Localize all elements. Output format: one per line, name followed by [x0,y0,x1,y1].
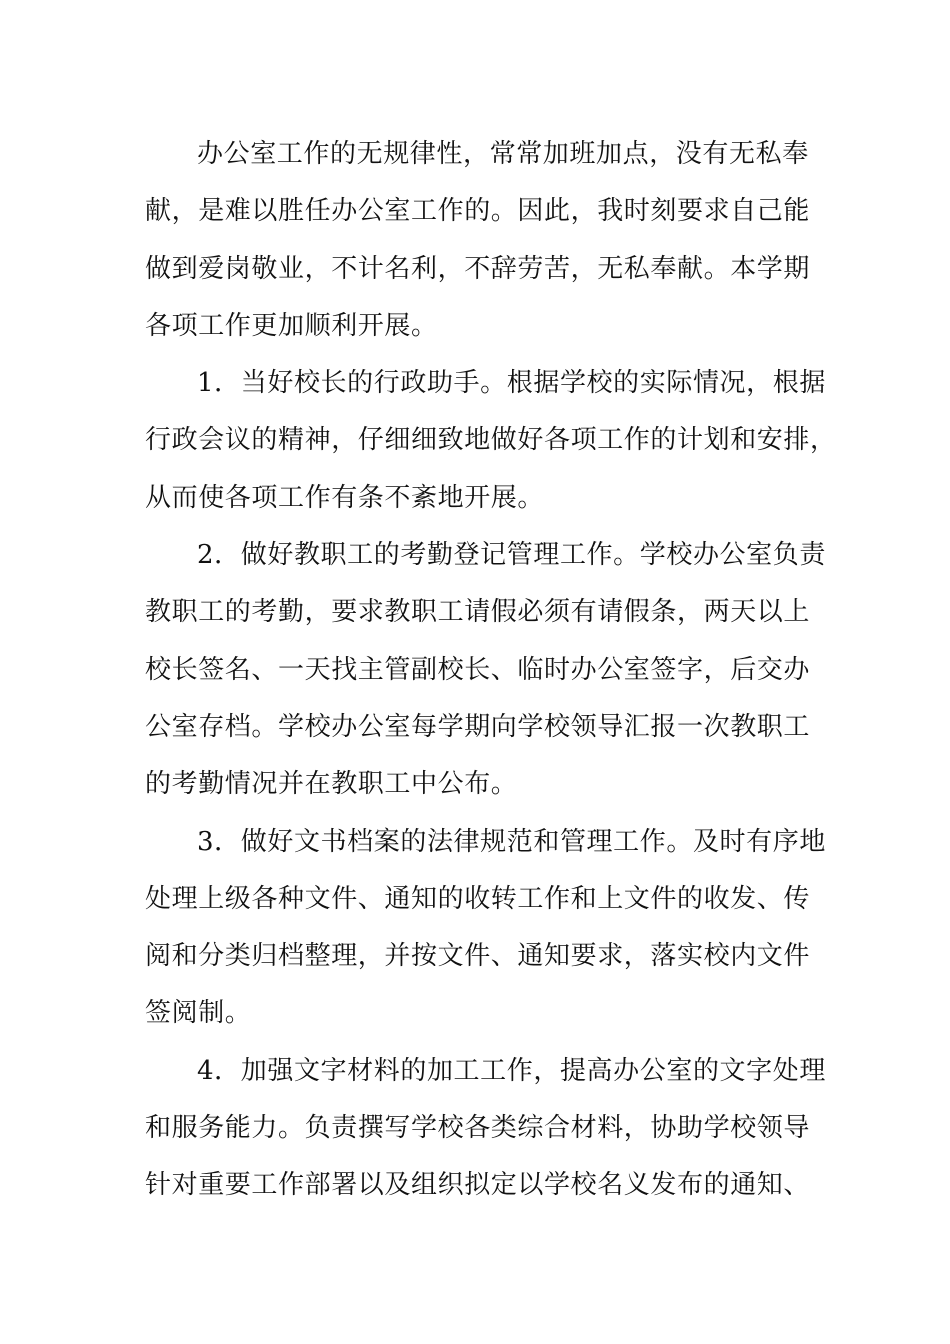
paragraph-item-1-line: 1．当好校长的行政助手。根据学校的实际情况，根据 [197,368,826,399]
paragraph-item-4-line: 和服务能力。负责撰写学校各类综合材料，协助学校领导 [145,1113,811,1144]
paragraph-item-2-line: 校长签名、一天找主管副校长、临时办公室签字，后交办 [145,654,811,685]
paragraph-item-3-line: 处理上级各种文件、通知的收转工作和上文件的收发、传 [145,883,811,914]
paragraph-item-1-line: 行政会议的精神，仔细细致地做好各项工作的计划和安排， [145,425,837,456]
paragraph-item-2-line: 2．做好教职工的考勤登记管理工作。学校办公室负责 [197,540,826,571]
paragraph-intro-line: 各项工作更加顺利开展。 [145,310,438,341]
paragraph-item-3-line: 阅和分类归档整理，并按文件、通知要求，落实校内文件 [145,941,811,972]
paragraph-item-2-line: 教职工的考勤，要求教职工请假必须有请假条，两天以上 [145,597,811,628]
paragraph-item-3-line: 3．做好文书档案的法律规范和管理工作。及时有序地 [197,826,826,857]
body-text [145,126,837,1215]
paragraph-item-2-line: 公室存档。学校办公室每学期向学校领导汇报一次教职工 [145,711,811,742]
paragraph-item-2-line: 的考勤情况并在教职工中公布。 [145,769,518,800]
paragraph-intro-line: 献，是难以胜任办公室工作的。因此，我时刻要求自己能 [145,196,811,227]
paragraph-item-1-line: 从而使各项工作有条不紊地开展。 [145,482,545,513]
paragraph-intro-line: 办公室工作的无规律性，常常加班加点，没有无私奉 [197,139,809,169]
paragraph-intro-line: 做到爱岗敬业，不计名利，不辞劳苦，无私奉献。本学期 [145,253,811,284]
paragraph-item-4-line: 针对重要工作部署以及组织拟定以学校名义发布的通知、 [145,1170,811,1201]
paragraph-item-3-line: 签阅制。 [145,998,252,1029]
paragraph-item-4-line: 4．加强文字材料的加工工作，提高办公室的文字处理 [197,1055,826,1086]
